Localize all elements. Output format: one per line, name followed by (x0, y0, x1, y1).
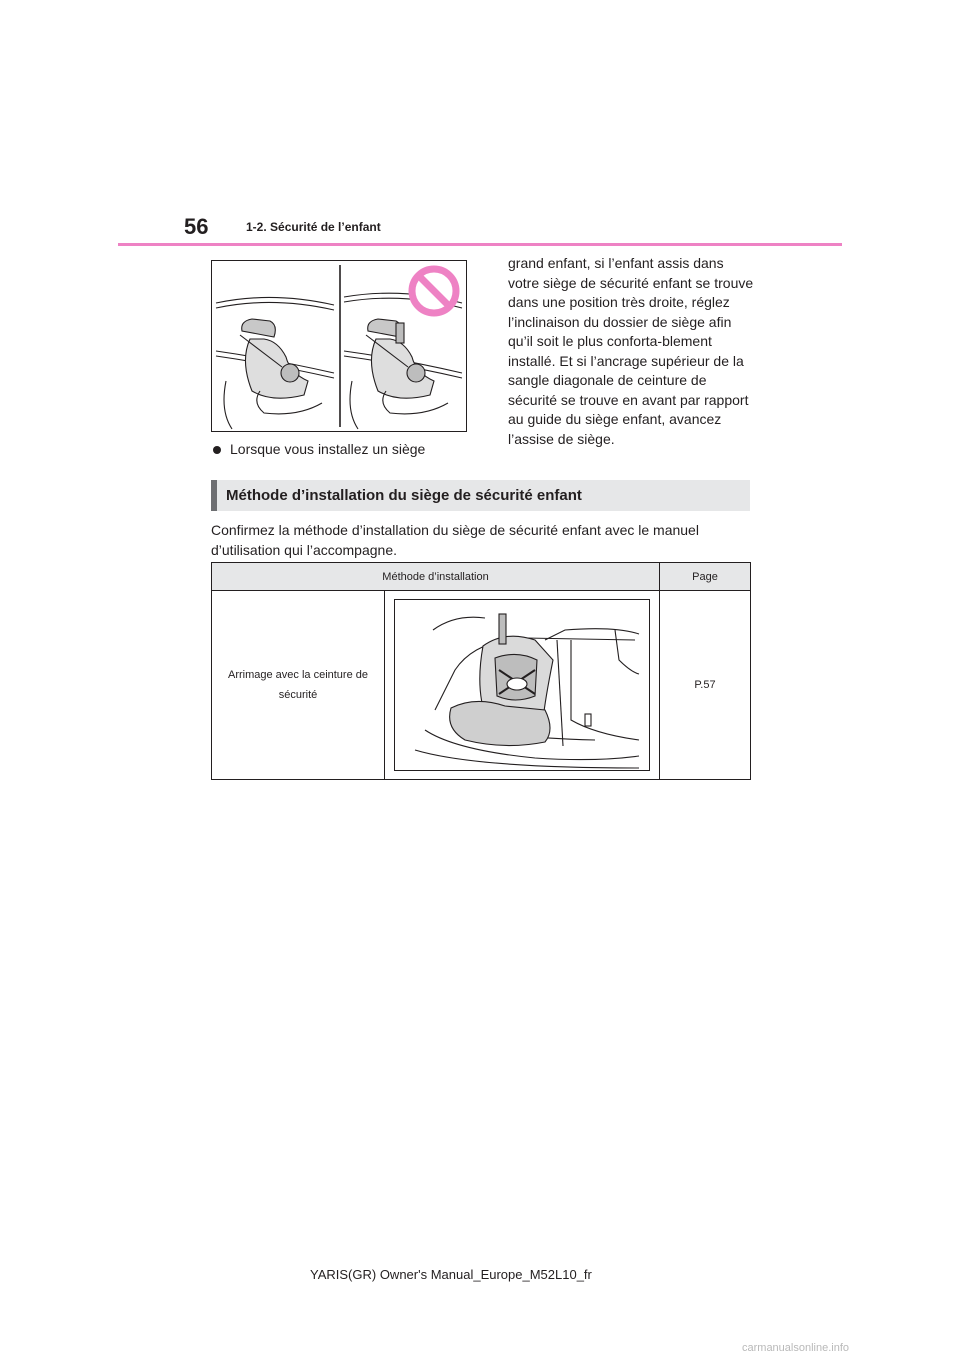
body-paragraph (508, 254, 758, 449)
table-cell-method: Arrimage avec la ceinture de sécurité (212, 591, 385, 780)
intro-paragraph-text: Confirmez la méthode d’installation du siège de sécurité enfant avec le manuel d’utilisation qui l’accompagne. (211, 522, 699, 558)
figure-caption-text: Lorsque vous installez un siège (230, 441, 426, 457)
table-header-method: Méthode d’installation (212, 563, 660, 591)
prohibited-icon (412, 269, 456, 313)
table-cell-page: P.57 (660, 591, 751, 780)
child-seat-illustration (394, 599, 650, 771)
body-paragraph-text: grand enfant, si l’enfant assis dans votre siège de sécurité enfant se trouve dans une position très droite, réglez l’inclinaison du dossier de siège afin qu’il soit le plus conforta-blement installé. Et si l’ancrage supérieur de la sangle diagonale de ceinture de sécurité se trouve en avant par rapport au guide du siège enfant, avancez l’assise de siège. (508, 255, 754, 447)
watermark: carmanualsonline.info (742, 1342, 850, 1354)
seat-adjustment-illustration (211, 260, 467, 432)
page-number: 56 (184, 214, 209, 239)
bullet-icon (213, 446, 221, 454)
section-title: 1-2. Sécurité de l’enfant (246, 220, 381, 234)
child-seat-drawing (395, 600, 649, 770)
figure-caption (211, 439, 425, 459)
table-header-page: Page (660, 563, 751, 591)
intro-paragraph (211, 521, 751, 560)
table-header-row (212, 563, 751, 591)
subsection-heading: Méthode d’installation du siège de sécurité enfant (211, 480, 750, 511)
table-row (212, 591, 751, 780)
footer-text: YARIS(GR) Owner's Manual_Europe_M52L10_fr (310, 1267, 592, 1282)
table-cell-illustration (385, 591, 660, 780)
installation-method-table (211, 562, 751, 780)
seat-adjustment-drawing (212, 261, 466, 431)
header-rule (118, 243, 842, 246)
